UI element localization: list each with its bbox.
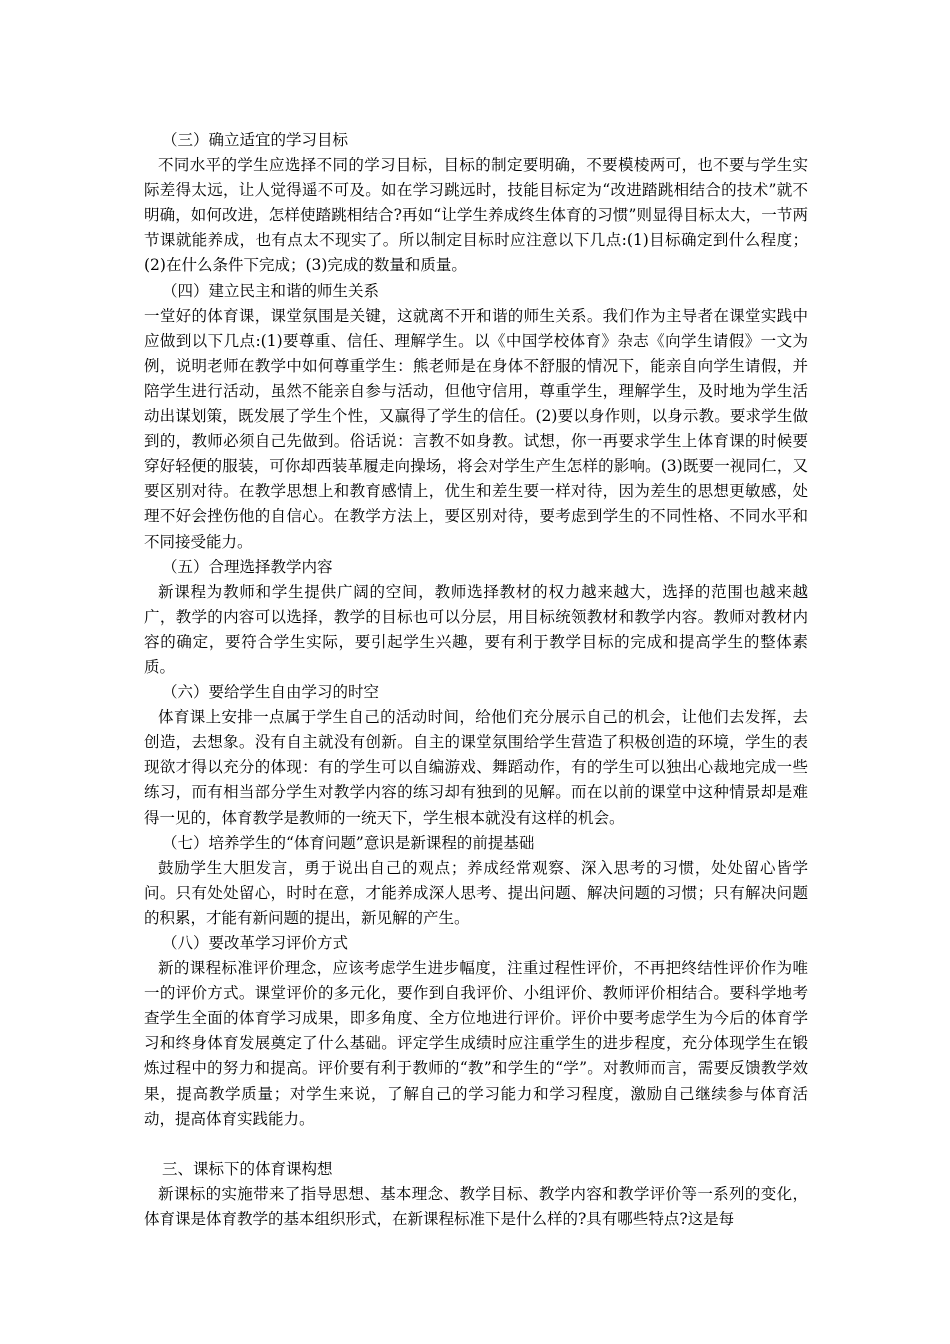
chapter-heading: 三、课标下的体育课构想 <box>162 1159 333 1178</box>
section-paragraph: 新的课程标准评价理念，应该考虑学生进步幅度，注重过程性评价，不再把终结性评价作为唯一的评价方式。课堂评价的多元化，要作到自我评价、小组评价、教师评价相结合。要科学地考查学生全面的体育学习成果，即多角度、全方位地进行评价。评价中要考虑学生为今后的体育学习和终身体育发展奠定了什么基础。评定学生成绩时应注重学生的进步程度，充分体现学生在锻炼过程中的努力和提高。评价要有利于教师的“教”和学生的“学”。对教师而言，需要反馈教学效果，提高教学质量；对学生来说，了解自己的学习能力和学习程度，激励自己继续参与体育活动，提高体育实践能力。 <box>144 959 808 1128</box>
section-4 <box>144 279 808 555</box>
section-heading: （五）合理选择教学内容 <box>162 557 333 576</box>
chapter-paragraph: 新课标的实施带来了指导思想、基本理念、教学目标、教学内容和教学评价等一系列的变化，体育课是体育教学的基本组织形式，在新课程标准下是什么样的?具有哪些特点?这是每 <box>144 1184 808 1228</box>
section-heading: （四）建立民主和谐的师生关系 <box>162 281 380 300</box>
section-paragraph: 鼓励学生大胆发言，勇于说出自己的观点；养成经常观察、深入思考的习惯，处处留心皆学问。只有处处留心，时时在意，才能养成深人思考、提出问题、解决问题的习惯；只有解决问题的积累，才能有新问题的提出，新见解的产生。 <box>144 858 808 927</box>
paragraph-spacer <box>144 1132 808 1157</box>
section-7 <box>144 831 808 931</box>
section-heading: （六）要给学生自由学习的时空 <box>162 683 380 702</box>
section-5 <box>144 555 808 680</box>
section-heading: （八）要改革学习评价方式 <box>162 934 349 952</box>
section-3 <box>144 128 808 279</box>
section-heading: （七）培养学生的“体育问题”意识是新课程的前提基础 <box>162 833 535 852</box>
section-6 <box>144 680 808 831</box>
section-8 <box>144 931 808 1132</box>
section-paragraph: 新课程为教师和学生提供广阔的空间，教师选择教材的权力越来越大，选择的范围也越来越广，教学的内容可以选择，教学的目标也可以分层，用目标统领教材和教学内容。教师对教材内容的确定，要符合学生实际，要引起学生兴趣，要有利于教学目标的完成和提高学生的整体素质。 <box>144 582 808 676</box>
section-paragraph: 体育课上安排一点属于学生自己的活动时间，给他们充分展示自己的机会，让他们去发挥，去创造，去想象。没有自主就没有创新。自主的课堂氛围给学生营造了积极创造的环境，学生的表现欲才得以充分的体现：有的学生可以自编游戏、舞蹈动作，有的学生可以独出心裁地完成一些练习，而有相当部分学生对教学内容的练习却有独到的见解。而在以前的课堂中这种情景却是难得一见的，体育教学是教师的一统天下，学生根本就没有这样的机会。 <box>144 708 808 827</box>
section-paragraph: 不同水平的学生应选择不同的学习目标，目标的制定要明确，不要模棱两可，也不要与学生实际差得太远，让人觉得遥不可及。如在学习跳远时，技能目标定为“改进踏跳相结合的技术”就不明确，如何改进，怎样使踏跳相结合?再如“让学生养成终生体育的习惯”则显得目标太大，一节两节课就能养成，也有点太不现实了。所以制定目标时应注意以下几点:(1)目标确定到什么程度；(2)在什么条件下完成；(3)完成的数量和质量。 <box>144 156 808 275</box>
chapter-3 <box>144 1157 808 1232</box>
section-paragraph: 一堂好的体育课，课堂氛围是关键，这就离不开和谐的师生关系。我们作为主导者在课堂实践中应做到以下几点:(1)要尊重、信任、理解学生。以《中国学校体育》杂志《向学生请假》一文为例，说明老师在教学中如何尊重学生：熊老师是在身体不舒服的情况下，能亲自向学生请假，并陪学生进行活动，虽然不能亲自参与活动，但他守信用，尊重学生，理解学生，及时地为学生活动出谋划策，既发展了学生个性，又赢得了学生的信任。(2)要以身作则，以身示教。要求学生做到的，教师必须自己先做到。俗话说：言教不如身教。试想，你一再要求学生上体育课的时候要穿好轻便的服装，可你却西装革履走向操场，将会对学生产生怎样的影响。(3)既要一视同仁，又要区别对待。在教学思想上和教育感情上，优生和差生要一样对待，因为差生的思想更敏感，处理不好会挫伤他的自信心。在教学方法上，要区别对待，要考虑到学生的不同性格、不同水平和不同接受能力。 <box>144 306 808 551</box>
document-body <box>144 128 808 1232</box>
section-heading: （三）确立适宜的学习目标 <box>162 131 349 149</box>
